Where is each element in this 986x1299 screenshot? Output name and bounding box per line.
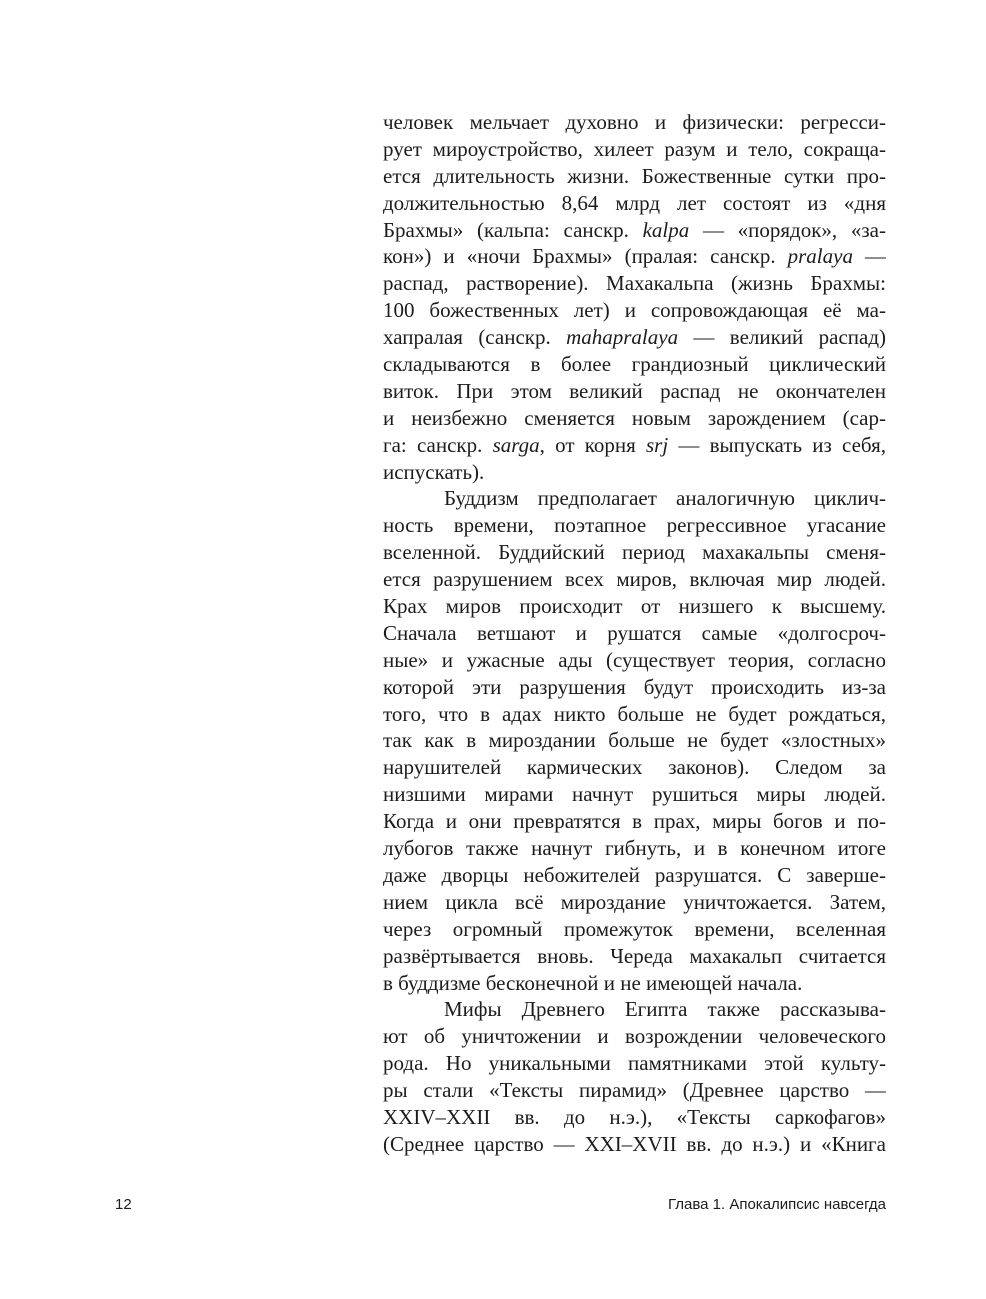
text-line: виток. При этом великий распад не окончателен [383,378,886,403]
text-line: 100 божественных лет) и сопровождающая её ма- [383,298,886,323]
text-line: нарушителей кармических законов). Следом за [383,755,886,780]
text-line: Буддизм предполагает аналогичную циклич- [444,486,886,511]
text-line: нием цикла всё мироздание уничтожается. Затем, [383,889,886,914]
text-line: вселенной. Буддийский период махакальпы сменя- [383,540,886,565]
text-line: Брахмы» (кальпа: санскр. kalpa — «порядок», «за- [383,217,886,242]
text-line: Сначала ветшают и рушатся самые «долгосроч- [383,620,886,645]
text-line: хапралая (санскр. mahapralaya — великий распад) [383,325,886,350]
text-line: складываются в более грандиозный циклический [383,352,886,377]
text-line: человек мельчает духовно и физически: регресси- [383,110,886,134]
text-line: Когда и они превратятся в прах, миры богов и по- [383,809,886,834]
text-line: в буддизме бесконечной и не имеющей начала. [383,970,803,995]
text-line: ют об уничтожении и возрождении человеческого [383,1024,886,1049]
text-line: рода. Но уникальными памятниками этой культу- [383,1051,886,1076]
text-line: и неизбежно сменяется новым зарождением (сар- [383,405,886,430]
text-line: даже дворцы небожителей разрушатся. С заверше- [383,862,886,887]
running-head: Глава 1. Апокалипсис навсегда [667,1196,886,1213]
text-line: XXIV–XXII вв. до н.э.), «Тексты саркофагов» [383,1104,886,1129]
page-number: 12 [115,1196,132,1213]
text-line: того, что в адах никто больше не будет рождаться, [383,701,886,726]
text-line: кон») и «ночи Брахмы» (пралая: санскр. pralaya — [383,244,886,269]
text-line: рует мироустройство, хилеет разум и тело, сокраща- [383,136,886,161]
text-line: ность времени, поэтапное регрессивное угасание [383,513,886,538]
text-line: Мифы Древнего Египта также рассказыва- [444,997,886,1022]
text-line: низшими мирами начнут рушиться миры людей. [383,782,886,807]
text-line: Крах миров происходит от низшего к высшему. [383,594,886,619]
text-line: га: санскр. sarga, от корня srj — выпускать из себя, [383,432,886,457]
text-line: ные» и ужасные ады (существует теория, согласно [383,647,886,672]
text-line: ры стали «Тексты пирамид» (Древнее царство — [383,1078,886,1103]
text-line: развёртывается вновь. Череда махакальп считается [383,943,886,968]
text-line: ется длительность жизни. Божественные сутки про- [383,163,886,188]
text-line: распад, растворение). Махакальпа (жизнь Брахмы: [383,271,886,296]
text-line: испускать). [383,459,485,484]
text-line: (Среднее царство — XXI–XVII вв. до н.э.) и «Книга [383,1131,886,1156]
body-text [383,109,886,1158]
text-line: так как в мироздании больше не будет «злостных» [383,728,886,753]
text-line: ется разрушением всех миров, включая мир людей. [383,567,886,592]
text-line: через огромный промежуток времени, вселенная [383,916,886,941]
text-line: которой эти разрушения будут происходить из-за [383,674,886,699]
text-line: лубогов также начнут гибнуть, и в конечном итоге [383,836,886,861]
text-line: должительностью 8,64 млрд лет состоят из «дня [383,190,886,215]
